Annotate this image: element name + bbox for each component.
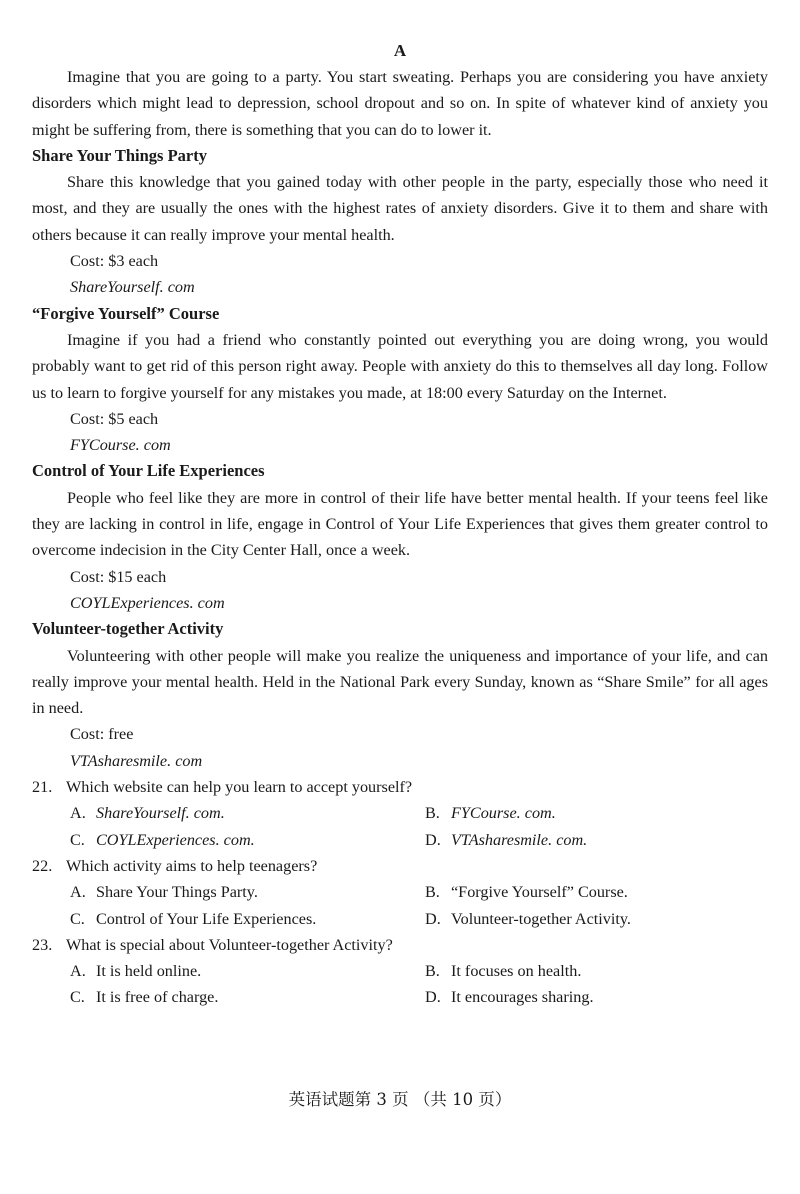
activity-description: People who feel like they are more in control of their life have better mental health. If your teens feel like they are lacking in control in life, engage in Control of Your Life Experiences that gives them greater control to overcome indecision in the City Center Hall, once a week. (32, 488, 768, 560)
answer-options (32, 800, 768, 853)
activity-cost: Cost: $15 each (70, 567, 167, 586)
activity-website: FYCourse. com (70, 436, 171, 455)
activity-cost: Cost: $3 each (70, 252, 159, 271)
option-a[interactable] (70, 958, 425, 984)
option-c[interactable] (70, 906, 425, 932)
question-text: What is special about Volunteer-together Activity? (66, 935, 393, 954)
option-text: FYCourse. com. (451, 804, 556, 823)
option-a[interactable] (70, 879, 425, 905)
activity-description: Volunteering with other people will make you realize the uniqueness and importance of your life, and can really improve your mental health. Held in the National Park every Sunday, known as “Share Smile” for all ages in need. (32, 646, 768, 718)
option-d[interactable] (425, 984, 775, 1010)
answer-options (32, 958, 768, 1011)
option-letter: B. (425, 804, 440, 823)
question-number: 21. (32, 778, 53, 797)
option-text: COYLExperiences. com. (96, 830, 255, 849)
activity-share-your-things-party (32, 143, 768, 301)
option-letter: D. (425, 909, 441, 928)
option-text: It encourages sharing. (451, 988, 594, 1007)
option-letter: A. (70, 883, 86, 902)
option-text: “Forgive Yourself” Course. (451, 883, 628, 902)
question-stem (32, 932, 768, 958)
option-text: Control of Your Life Experiences. (96, 909, 317, 928)
activity-volunteer-together (32, 616, 768, 774)
exam-page (32, 38, 768, 1011)
activity-description: Imagine if you had a friend who constantly pointed out everything you are doing wrong, you would probably want to get rid of this person right away. People with anxiety do this to themselves all day long. Follow us to learn to forgive yourself for any mistakes you made, at 18:00 every Saturday on the Internet. (32, 330, 768, 402)
question-text: Which activity aims to help teenagers? (66, 856, 318, 875)
option-letter: D. (425, 988, 441, 1007)
option-letter: D. (425, 830, 441, 849)
question-21 (32, 774, 768, 853)
answer-options (32, 879, 768, 932)
option-letter: B. (425, 962, 440, 981)
option-d[interactable] (425, 906, 775, 932)
activity-cost: Cost: free (70, 725, 134, 744)
activity-cost: Cost: $5 each (70, 409, 159, 428)
activity-website: ShareYourself. com (70, 278, 195, 297)
option-b[interactable] (425, 800, 775, 826)
option-b[interactable] (425, 958, 775, 984)
activity-forgive-yourself-course (32, 301, 768, 459)
option-letter: A. (70, 962, 86, 981)
activity-website: COYLExperiences. com (70, 593, 225, 612)
question-23 (32, 932, 768, 1011)
page-footer: 英语试题第 3 页 （共 10 页） (288, 1090, 512, 1109)
option-a[interactable] (70, 800, 425, 826)
activity-control-of-your-life (32, 458, 768, 616)
option-c[interactable] (70, 827, 425, 853)
option-text: Share Your Things Party. (96, 883, 258, 902)
question-text: Which website can help you learn to accept yourself? (66, 778, 413, 797)
option-letter: B. (425, 883, 440, 902)
activity-website: VTAsharesmile. com (70, 751, 203, 770)
option-text: It is held online. (96, 962, 202, 981)
activity-title: Control of Your Life Experiences (32, 461, 265, 481)
activity-title: Share Your Things Party (32, 145, 207, 165)
option-text: Volunteer-together Activity. (451, 909, 631, 928)
question-stem (32, 774, 768, 800)
option-c[interactable] (70, 984, 425, 1010)
question-stem (32, 853, 768, 879)
option-b[interactable] (425, 879, 775, 905)
intro-paragraph: Imagine that you are going to a party. You start sweating. Perhaps you are considering you have anxiety disorders which might lead to depression, school dropout and so on. In spite of whatever kind of anxiety you might be suffering from, there is something that you can do to lower it. (32, 68, 768, 139)
option-d[interactable] (425, 827, 775, 853)
question-22 (32, 853, 768, 932)
option-letter: C. (70, 830, 85, 849)
activity-description: Share this knowledge that you gained today with other people in the party, especially those who need it most, and they are usually the ones with the highest rates of anxiety disorders. Give it to them and share with others because it can really improve your mental health. (32, 173, 768, 244)
option-letter: A. (70, 804, 86, 823)
option-text: It is free of charge. (96, 988, 219, 1007)
option-text: It focuses on health. (451, 962, 582, 981)
question-number: 22. (32, 856, 53, 875)
option-letter: C. (70, 988, 85, 1007)
activity-title: “Forgive Yourself” Course (32, 303, 220, 323)
option-text: ShareYourself. com. (96, 804, 225, 823)
option-text: VTAsharesmile. com. (451, 830, 588, 849)
section-letter: A (393, 41, 407, 60)
question-number: 23. (32, 935, 53, 954)
activity-title: Volunteer-together Activity (32, 619, 224, 639)
option-letter: C. (70, 909, 85, 928)
